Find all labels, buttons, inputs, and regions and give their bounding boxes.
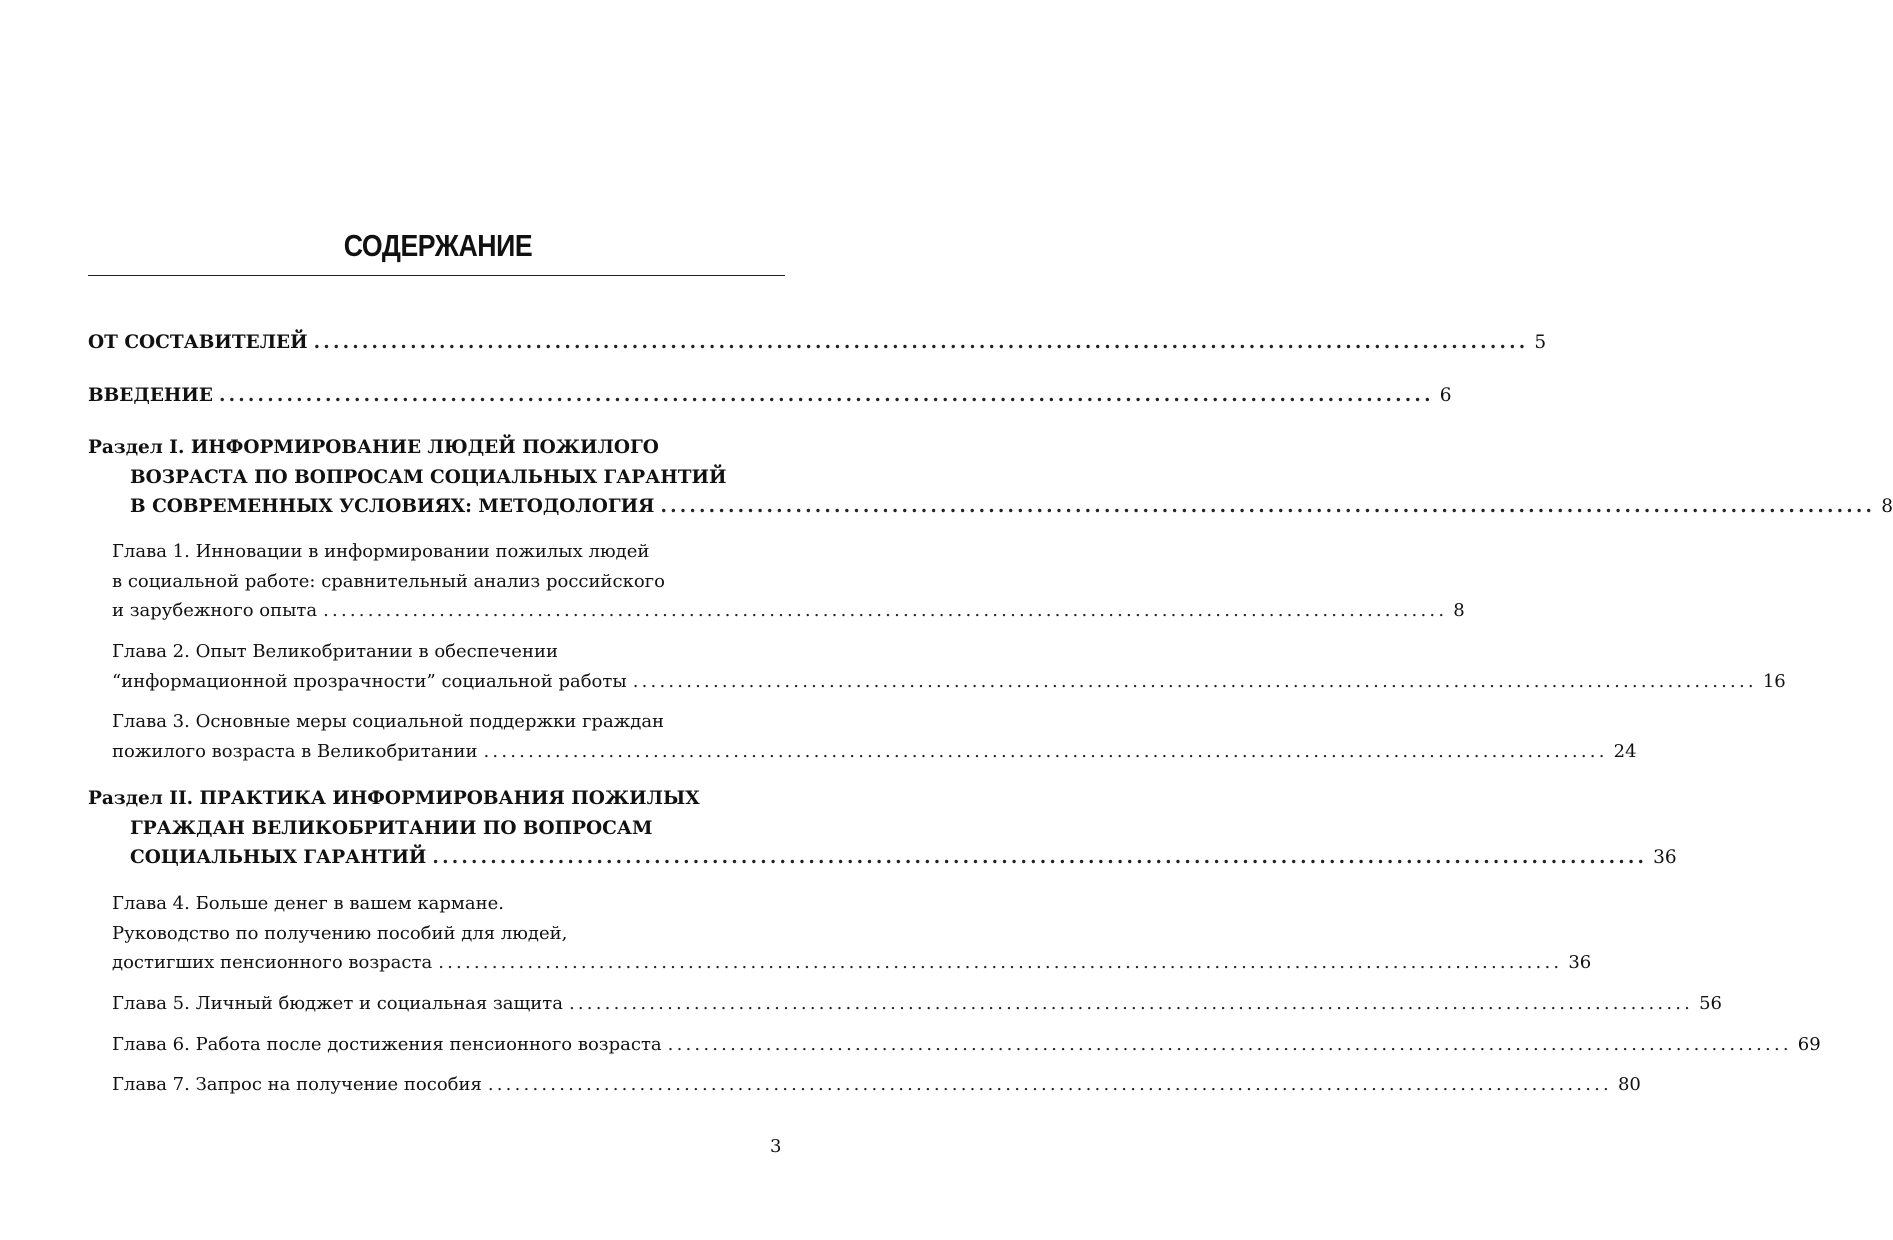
toc-entry-line: Глава 1. Инновации в информировании пожилых людей — [112, 541, 650, 562]
toc-entry-label: Глава 5. Личный бюджет и социальная защита — [112, 993, 563, 1014]
toc-entry-label: ВВЕДЕНИЕ — [88, 385, 213, 406]
toc-entry-label: Глава 6. Работа после достижения пенсионного возраста — [112, 1034, 662, 1055]
toc-page-number: 36 — [1653, 847, 1677, 868]
toc-page-number: 16 — [1762, 670, 1786, 692]
toc-page-number: 8 — [1881, 496, 1893, 517]
dot-leader: .............................................................................................................................. — [667, 1034, 1792, 1055]
toc-entry-chapter-3[interactable] — [112, 707, 1637, 766]
toc-entry-label: “информационной прозрачности” социальной работы — [112, 670, 627, 692]
dot-leader: .............................................................................................................................. — [660, 496, 1876, 517]
toc-entry-section-1[interactable] — [88, 433, 1893, 522]
toc-entry-chapter-5[interactable] — [112, 989, 1723, 1019]
toc-entry-label: СОЦИАЛЬНЫХ ГАРАНТИЙ — [130, 847, 427, 868]
dot-leader: .............................................................................................................................. — [313, 332, 1529, 353]
toc-entry-line: Раздел II. ПРАКТИКА ИНФОРМИРОВАНИЯ ПОЖИЛЫХ — [88, 788, 700, 809]
toc-entry-intro[interactable] — [88, 381, 1452, 411]
toc-page-number: 80 — [1617, 1074, 1641, 1095]
toc-page-number: 24 — [1613, 740, 1637, 762]
toc-page-number: 8 — [1453, 600, 1465, 621]
page-number: 3 — [770, 1136, 782, 1157]
toc-entry-label: Глава 7. Запрос на получение пособия — [112, 1074, 482, 1095]
toc-entry-label: ОТ СОСТАВИТЕЛЕЙ — [88, 332, 308, 353]
dot-leader: .............................................................................................................................. — [218, 385, 1434, 406]
toc-entry-section-2[interactable] — [88, 784, 1677, 873]
toc-page-number: 6 — [1439, 385, 1452, 406]
dot-leader: .............................................................................................................................. — [632, 670, 1757, 692]
toc-entry-chapter-2[interactable] — [112, 637, 1786, 696]
toc-entry-line: Глава 4. Больше денег в вашем кармане. — [112, 893, 504, 914]
title-rule — [88, 275, 785, 276]
toc-entry-line: ВОЗРАСТА ПО ВОПРОСАМ СОЦИАЛЬНЫХ ГАРАНТИЙ — [130, 466, 727, 488]
page-title: СОДЕРЖАНИЕ — [343, 228, 533, 263]
toc-page-number: 36 — [1568, 952, 1592, 973]
toc-entry-line: Глава 2. Опыт Великобритании в обеспечении — [112, 641, 558, 662]
dot-leader: .............................................................................................................................. — [483, 740, 1608, 762]
toc-entry-line: Руководство по получению пособий для людей, — [112, 922, 568, 944]
dot-leader: .............................................................................................................................. — [323, 600, 1448, 621]
toc-entry-line: ГРАЖДАН ВЕЛИКОБРИТАНИИ ПО ВОПРОСАМ — [130, 817, 653, 839]
toc-entry-label: и зарубежного опыта — [112, 600, 318, 621]
toc-page-number: 5 — [1534, 332, 1547, 353]
toc-entry-preface[interactable] — [88, 328, 1547, 358]
toc-entry-chapter-6[interactable] — [112, 1030, 1821, 1060]
toc-entry-chapter-7[interactable] — [112, 1070, 1641, 1100]
toc-entry-line: в социальной работе: сравнительный анализ российского — [112, 570, 665, 592]
toc-entry-line: Раздел I. ИНФОРМИРОВАНИЕ ЛЮДЕЙ ПОЖИЛОГО — [88, 437, 659, 458]
toc-entry-chapter-4[interactable] — [112, 889, 1592, 978]
toc-entry-label: В СОВРЕМЕННЫХ УСЛОВИЯХ: МЕТОДОЛОГИЯ — [130, 496, 655, 517]
dot-leader: .............................................................................................................................. — [487, 1074, 1612, 1095]
toc-page-number: 69 — [1797, 1034, 1821, 1055]
toc-entry-chapter-1[interactable] — [112, 537, 1465, 626]
dot-leader: .............................................................................................................................. — [438, 952, 1563, 973]
toc-entry-label: пожилого возраста в Великобритании — [112, 740, 478, 762]
toc-entry-line: Глава 3. Основные меры социальной поддержки граждан — [112, 711, 665, 732]
toc-entry-label: достигших пенсионного возраста — [112, 952, 433, 973]
dot-leader: .............................................................................................................................. — [432, 847, 1648, 868]
toc-page-number: 56 — [1699, 993, 1723, 1014]
dot-leader: .............................................................................................................................. — [568, 993, 1694, 1014]
